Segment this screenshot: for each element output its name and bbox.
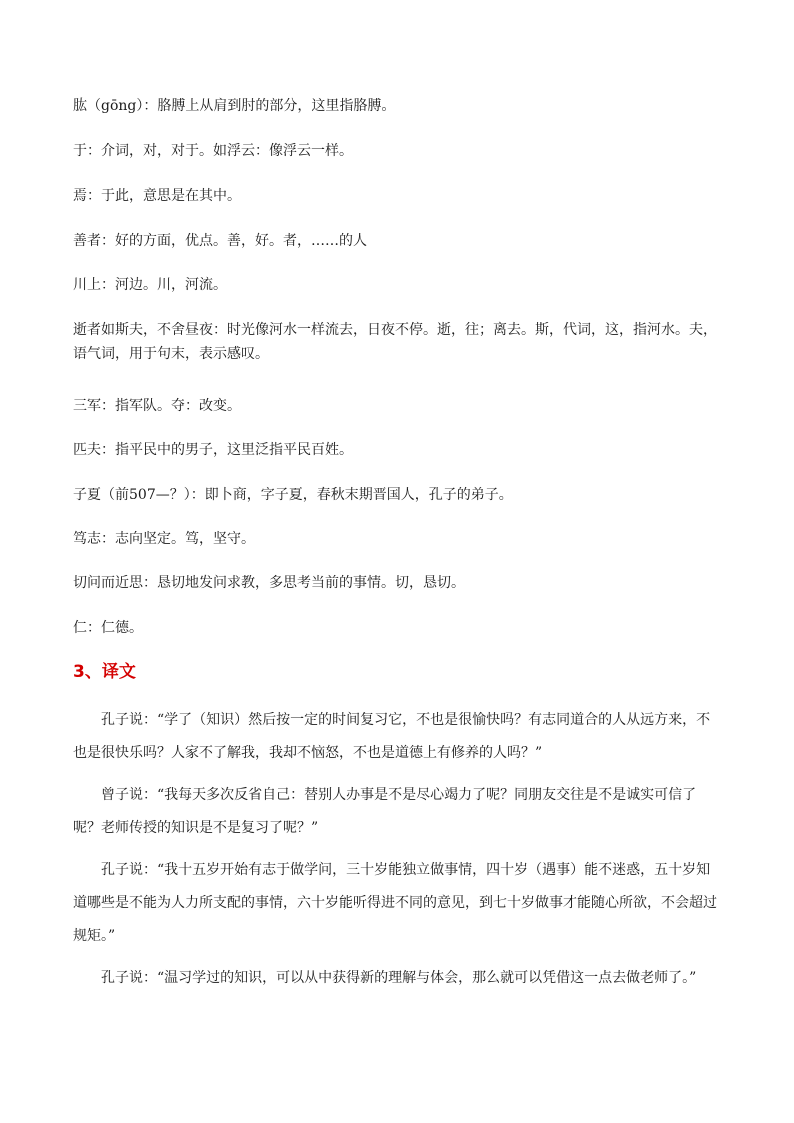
note-chuanshang: 川上：河边。川，河流。 bbox=[73, 277, 227, 293]
note-qiewen: 切问而近思：恳切地发问求教，多思考当前的事情。切，恳切。 bbox=[73, 575, 465, 591]
translation-paragraph-2: 曾子说：“我每天多次反省自己：替别人办事是不是尽心竭力了呢？同朋友交往是不是诚实可信了呢？老师传授的知识是不是复习了呢？” bbox=[73, 787, 697, 836]
note-shizhe: 逝者如斯夫，不舍昼夜：时光像河水一样流去，日夜不停。逝，往；离去。斯，代词，这，指河水。夫，语气词，用于句末，表示感叹。 bbox=[73, 322, 717, 362]
note-sanjun: 三军：指军队。夺：改变。 bbox=[73, 398, 241, 414]
translation-paragraph-4: 孔子说：“温习学过的知识，可以从中获得新的理解与体会，那么就可以凭借这一点去做老师了。” bbox=[101, 970, 697, 986]
note-yu: 于：介词，对，对于。如浮云：像浮云一样。 bbox=[73, 143, 353, 159]
translation-paragraph-1: 孔子说：“学了（知识）然后按一定的时间复习它，不也是很愉快吗？有志同道合的人从远方来，不也是很快乐吗？人家不了解我，我却不恼怒，不也是道德上有修养的人吗？” bbox=[73, 712, 711, 761]
translation-paragraph-3: 孔子说：“我十五岁开始有志于做学问，三十岁能独立做事情，四十岁（遇事）能不迷惑，五十岁知道哪些是不能为人力所支配的事情，六十岁能听得进不同的意见，到七十岁做事才能随心所欲，不会超过规矩。” bbox=[73, 862, 717, 944]
note-duzhi: 笃志：志向坚定。笃，坚守。 bbox=[73, 531, 255, 547]
note-gong: 肱（gōng）：胳膊上从肩到肘的部分，这里指胳膊。 bbox=[73, 98, 396, 114]
note-pifu: 匹夫：指平民中的男子，这里泛指平民百姓。 bbox=[73, 442, 353, 458]
note-ren: 仁：仁德。 bbox=[73, 620, 143, 636]
note-zixia: 子夏（前507—？）：即卜商，字子夏，春秋末期晋国人，孔子的弟子。 bbox=[73, 487, 513, 503]
note-shanzhe: 善者：好的方面，优点。善，好。者，……的人 bbox=[73, 233, 367, 249]
section-heading: 3、译文 bbox=[73, 662, 136, 682]
note-yan: 焉：于此，意思是在其中。 bbox=[73, 188, 241, 204]
